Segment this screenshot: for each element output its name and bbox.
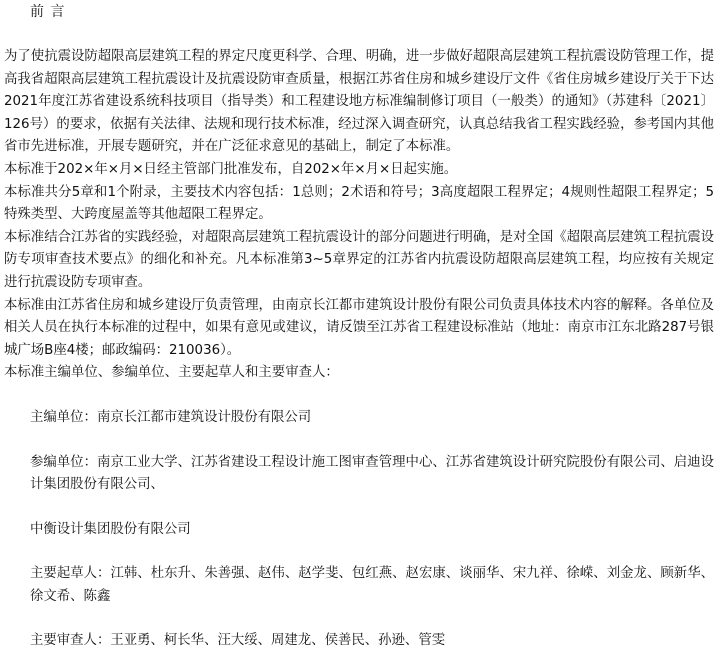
paragraph-contributors-intro: 本标准主编单位、参编单位、主要起草人和主要审查人： bbox=[4, 365, 339, 381]
paragraph-release-date: 本标准于202×年×月×日经主管部门批准发布，自202×年×月×日起实施。 bbox=[4, 161, 458, 177]
co-editor-units-continued: 中衡设计集团股份有限公司 bbox=[30, 521, 191, 537]
preface-heading: 前 言 bbox=[30, 4, 66, 20]
paragraph-contents: 本标准共分5章和1个附录，主要技术内容包括：1总则；2术语和符号；3高度超限工程界定；4规则性超限工程界定；5特殊类型、大跨度屋盖等其他超限工程界定。 bbox=[4, 184, 714, 223]
paragraph-practice: 本标准结合江苏省的实践经验，对超限高层建筑工程抗震设计的部分问题进行明确，是对全国《超限高层建筑工程抗震设防专项审查技术要点》的细化和补充。凡本标准第3~5章界定的江苏省内抗震设防超限高层建筑工程，均应按有关规定进行抗震设防专项审查。 bbox=[4, 229, 714, 290]
main-reviewers: 主要审查人：王亚勇、柯长华、汪大绥、周建龙、侯善民、孙逊、管雯 bbox=[30, 633, 446, 649]
main-drafters: 主要起草人：江韩、杜东升、朱善强、赵伟、赵学斐、包红燕、赵宏康、谈丽华、宋九祥、徐嵘、刘金龙、顾新华、徐文希、陈鑫 bbox=[30, 566, 714, 604]
co-editor-units: 参编单位：南京工业大学、江苏省建设工程设计施工图审查管理中心、江苏省建筑设计研究院股份有限公司、启迪设计集团股份有限公司、 bbox=[30, 454, 714, 493]
paragraph-management: 本标准由江苏省住房和城乡建设厅负责管理，由南京长江都市建筑设计股份有限公司负责具体技术内容的解释。各单位及相关人员在执行本标准的过程中，如果有意见或建议，请反馈至江苏省工程建设标准站（地址：南京市江东北路287号银城广场B座4楼；邮政编码：210036）。 bbox=[4, 297, 714, 358]
chief-editor-unit: 主编单位：南京长江都市建筑设计股份有限公司 bbox=[30, 409, 312, 425]
paragraph-purpose: 为了使抗震设防超限高层建筑工程的界定尺度更科学、合理、明确，进一步做好超限高层建筑工程抗震设防管理工作，提高我省超限高层建筑工程抗震设计及抗震设防审查质量，根据江苏省住房和城乡建设厅文件《省住房城乡建设厅关于下达2021年度江苏省建设系统科技项目（指导类）和工程建设地方标准编制修订项目（一般类）的通知》（苏建科〔2021〕126号）的要求，依据有关法律、法规和现行技术标准，经过深入调查研究，认真总结我省工程实践经验，参考国内其他省市先进标准，开展专题研究，并在广泛征求意见的基础上，制定了本标准。 bbox=[4, 49, 714, 155]
